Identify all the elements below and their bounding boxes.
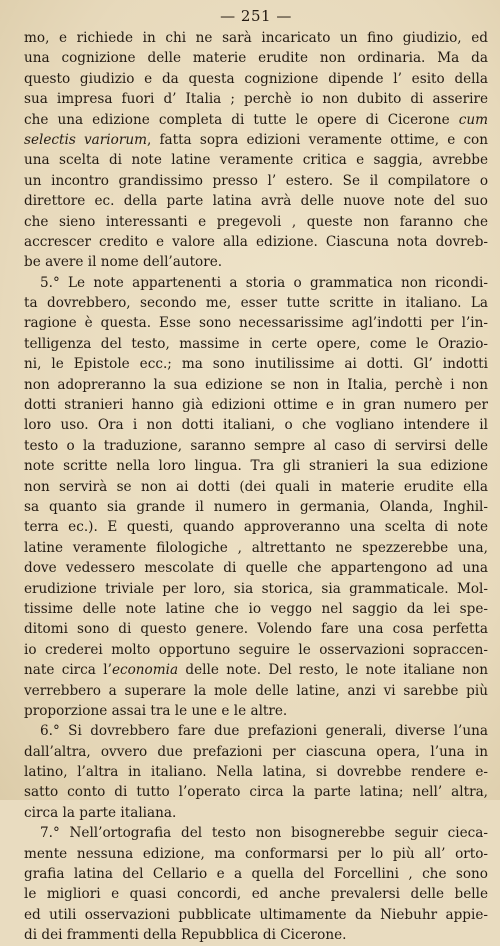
text-segment: mo, e richiede in chi ne sarà incaricato un fino giudizio, ed [24,30,488,46]
text-line [24,905,488,925]
text-line [24,558,488,578]
text-segment: sa quanto sia grande il numero in germania, Olanda, Inghil- [24,498,488,515]
text-line [24,640,488,660]
text-segment: telligenza del testo, massime in certe opere, come le Orazio- [24,335,488,352]
text-line [24,762,488,782]
text-segment: non adopreranno la sua edizione se non in Italia, perchè i non [24,376,488,393]
text-segment: dotti stranieri hanno già edizioni ottime e in gran numero per [24,397,488,414]
text-segment: proporzione assai tra le une e le altre. [24,702,288,719]
text-segment: questo giudizio e da questa cognizione dipende l’ esito della [24,70,488,87]
italic-text: economia [111,662,179,679]
italic-text: cum [458,111,488,128]
text-segment: dove vedessero mescolate di quelle che appartengono ad una [24,560,488,577]
text-line [24,844,488,864]
text-line [24,69,488,89]
text-segment: verrebbero a superare la mole delle latine, anzi vi sarebbe più [24,682,488,699]
text-segment: terra ec.). E questi, quando approveranno una scelta di note [24,519,488,536]
text-segment: erudizione triviale per loro, sia storica, sia grammaticale. Mol- [24,580,488,597]
text-segment: direttore ec. della parte latina avrà delle nuove note del suo [24,193,488,210]
text-segment: le migliori e quasi concordi, ed anche prevalersi delle belle [24,886,488,903]
text-line [24,415,488,435]
text-line [24,28,488,48]
text-line [24,497,488,517]
text-segment: 7.° Nell’ortografia del testo non bisognerebbe seguir cieca- [40,825,488,842]
text-line [24,354,488,374]
text-segment: ragione è questa. Esse sono necessarissime agl’indotti per l’in- [24,315,488,332]
text-segment: grafia latina del Cellario e a quella del Forcellini , che sono [24,866,488,883]
text-line [24,681,488,701]
text-segment: una scelta di note latine veramente critica e saggia, avrebbe [24,152,488,169]
text-segment: latino, l’altra in italiano. Nella latina, si dovrebbe rendere e- [24,764,488,781]
text-line [24,150,488,170]
text-segment: tissime delle note latine che io veggo nel saggio da lei spe- [24,600,488,617]
text-segment: testo o la traduzione, saranno sempre al caso di servirsi delle [24,437,488,454]
text-segment: io crederei molto opportuno seguire le osservazioni sopraccen- [24,641,488,658]
text-segment: che sieno interessanti e pregevoli , queste non faranno che [24,213,488,230]
body-text [24,28,488,946]
text-line [24,538,488,558]
page-number: — 251 — [220,7,292,25]
text-line [24,579,488,599]
text-line [24,742,488,762]
text-line [24,660,488,680]
text-line [24,823,488,843]
text-line [24,701,488,721]
text-segment: non servirà se non ai dotti (dei quali in materie erudite ella [24,478,488,495]
text-segment: ta dovrebbero, secondo me, esser tutte scritte in italiano. La [24,295,488,312]
text-line [24,721,488,741]
text-segment: accrescer credito e valore alla edizione. Ciascuna nota dovreb- [24,233,488,250]
text-segment: circa la parte italiana. [24,804,177,821]
text-line [24,313,488,333]
text-line [24,864,488,884]
text-line [24,89,488,109]
text-segment: be avere il nome dell’autore. [24,254,223,271]
text-segment: loro uso. Ora i non dotti italiani, o che vogliano intendere il [24,417,488,434]
text-line [24,232,488,252]
text-segment: delle note. Del resto, le note italiane non [178,662,488,679]
text-segment: 5.° Le note appartenenti a storia o grammatica non ricondi- [40,274,488,291]
text-line [24,884,488,904]
text-line [24,191,488,211]
text-segment: ed utili osservazioni pubblicate ultimamente da Niebuhr appie- [24,906,488,923]
text-line [24,130,488,150]
text-line [24,925,488,945]
text-segment: sua impresa fuori d’ Italia ; perchè io non dubito di asserire [24,91,488,108]
text-line [24,171,488,191]
text-line [24,436,488,456]
text-segment: satto conto di tutto l’operato circa la parte latina; nell’ altra, [24,784,488,801]
text-line [24,803,488,823]
text-segment: 6.° Si dovrebbero fare due prefazioni generali, diverse l’una [40,723,488,740]
text-line [24,212,488,232]
italic-text: selectis variorum [24,131,147,148]
text-segment: un incontro grandissimo presso l’ estero. Se il compilatore o [24,172,488,189]
text-line [24,48,488,68]
text-segment: latine veramente filologiche , altrettanto ne spezzerebbe una, [24,539,488,556]
text-line [24,599,488,619]
text-segment: dall’altra, ovvero due prefazioni per ciascuna opera, l’una in [24,743,488,760]
text-line [24,517,488,537]
text-segment: una cognizione delle materie erudite non ordinaria. Ma da [24,50,488,67]
text-segment: ni, le Epistole ecc.; ma sono inutilissime ai dotti. Gl’ indotti [24,356,488,373]
text-segment: nate circa l’ [24,662,112,679]
text-line [24,334,488,354]
text-line [24,293,488,313]
text-line [24,619,488,639]
text-line [24,456,488,476]
text-segment: di dei frammenti della Repubblica di Cicerone. [24,927,347,944]
text-line [24,375,488,395]
text-segment: che una edizione completa di tutte le opere di Cicerone [24,111,459,128]
text-line [24,477,488,497]
text-line [24,252,488,272]
text-line [24,395,488,415]
text-line [24,110,488,130]
text-segment: , fatta sopra edizioni veramente ottime, e con [146,131,488,148]
text-segment: mente nessuna edizione, ma conformarsi per lo più all’ orto- [24,845,488,862]
text-segment: note scritte nella loro lingua. Tra gli stranieri la sua edizione [24,458,488,475]
text-segment: ditomi sono di questo genere. Volendo fare una cosa perfetta [24,621,488,638]
text-line [24,273,488,293]
